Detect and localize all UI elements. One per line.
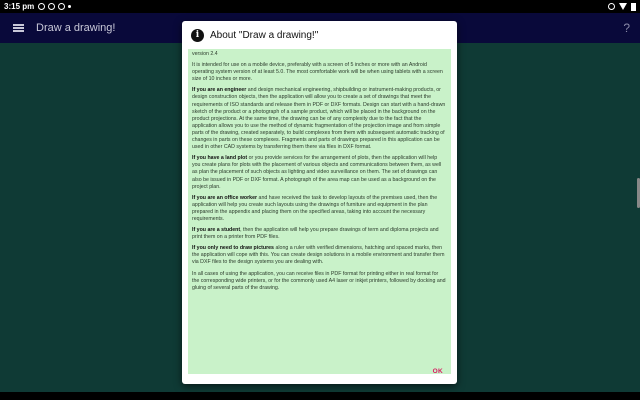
info-icon: i xyxy=(191,29,204,42)
paragraph-text: and have received the task to develop layouts of the premises used, then the application will help you create such layouts using the drawings of furniture and equipment in the plan prepared in the appendix and placing them on the specified areas, taking into account the necessary requirements. xyxy=(192,194,438,222)
about-dialog xyxy=(182,21,457,384)
version-text: version 2.4 xyxy=(192,51,218,57)
dialog-body[interactable] xyxy=(188,49,451,374)
paragraph-text: In all cases of using the application, you can receive files in PDF format for printing either in real format for the corresponding wide printers, or for the commonly used A4 laser or inkjet printers, followed by docking and gluing of several parts of the drawing. xyxy=(192,270,446,291)
paragraph-lead: If you are a student xyxy=(192,227,241,234)
paragraph-text: along a ruler with verified dimensions, hatching and spaced marks, then the application will cope with this. You can create design solutions in a mobile environment and transfer them via DXF files to the design systems you are dealing with. xyxy=(192,245,445,266)
mail-icon xyxy=(38,3,45,10)
wifi-icon xyxy=(619,3,627,10)
dot-icon xyxy=(68,5,71,8)
paragraph-draw-pictures xyxy=(192,245,447,266)
dialog-title: About "Draw a drawing!" xyxy=(210,29,319,41)
navigation-bar xyxy=(0,392,640,400)
download-icon xyxy=(58,3,65,10)
intro-paragraph: It is intended for use on a mobile device, preferably with a screen of 5 inches or more with an Android operating system version of at least 5.0. The most comfortable work will be when using tablets with a screen size of 10 inches or more. xyxy=(192,62,443,83)
paragraph-text: and design mechanical engineering, shipbuilding or instrument-making products, or design construction objects, then the application will allow you to create a set of drawings that meet the requirements of ISO standards and release them in PDF or DXF formats. Design can start with a hand-drawn sketch of the product or a photograph of a sample product, which will be placed in the background on the product projections. At the same time, the drawing can be of any complexity due to the fact that the application allows you to use the method of dynamic fragmentation of the projection image and from simple parts of the drawing, created separately, to build complexes from them with subsequent automatic tracking of changes in parts on these complexes. Fragments and parts of drawings prepared in this application can be used in other CAD systems by transferring them there via files in DXF format. xyxy=(192,87,446,151)
app-title: Draw a drawing! xyxy=(36,22,116,34)
status-right-icons xyxy=(608,3,636,11)
paragraph-office-worker xyxy=(192,195,447,223)
location-icon xyxy=(608,3,615,10)
settings-icon xyxy=(48,3,55,10)
ok-button[interactable]: OK xyxy=(432,368,443,375)
paragraph-lead: If you are an engineer xyxy=(192,87,247,94)
menu-button[interactable] xyxy=(0,13,36,43)
paragraph-pdf xyxy=(192,271,447,292)
hamburger-icon xyxy=(13,24,24,32)
paragraph-lead: If you have a land plot xyxy=(192,155,248,162)
paragraph-text: , then the application will help you prepare drawings of term and diploma projects and print them on a printer from PDF files. xyxy=(192,227,439,241)
status-time: 3:15 pm xyxy=(4,2,35,11)
paragraph-text: or you provide services for the arrangement of plots, then the application will help you create plans for plots with the placement of various objects and communications between them, as well as plan the placement of such objects as lighting and video surveillance on them. The set of drawings can also be issued in PDF or DXF format. A photograph of the area map can be used as a background on the project plan. xyxy=(192,155,442,190)
battery-icon xyxy=(631,3,636,11)
status-bar xyxy=(0,0,640,13)
dialog-header xyxy=(182,21,457,49)
paragraph-lead: If you only need to draw pictures xyxy=(192,245,274,252)
paragraph-lead: If you are an office worker xyxy=(192,194,258,201)
status-left-icons xyxy=(38,3,71,10)
paragraph-engineer xyxy=(192,87,447,151)
paragraph-land-plot xyxy=(192,155,447,190)
help-button[interactable]: ? xyxy=(623,21,630,35)
paragraph-student xyxy=(192,227,447,241)
